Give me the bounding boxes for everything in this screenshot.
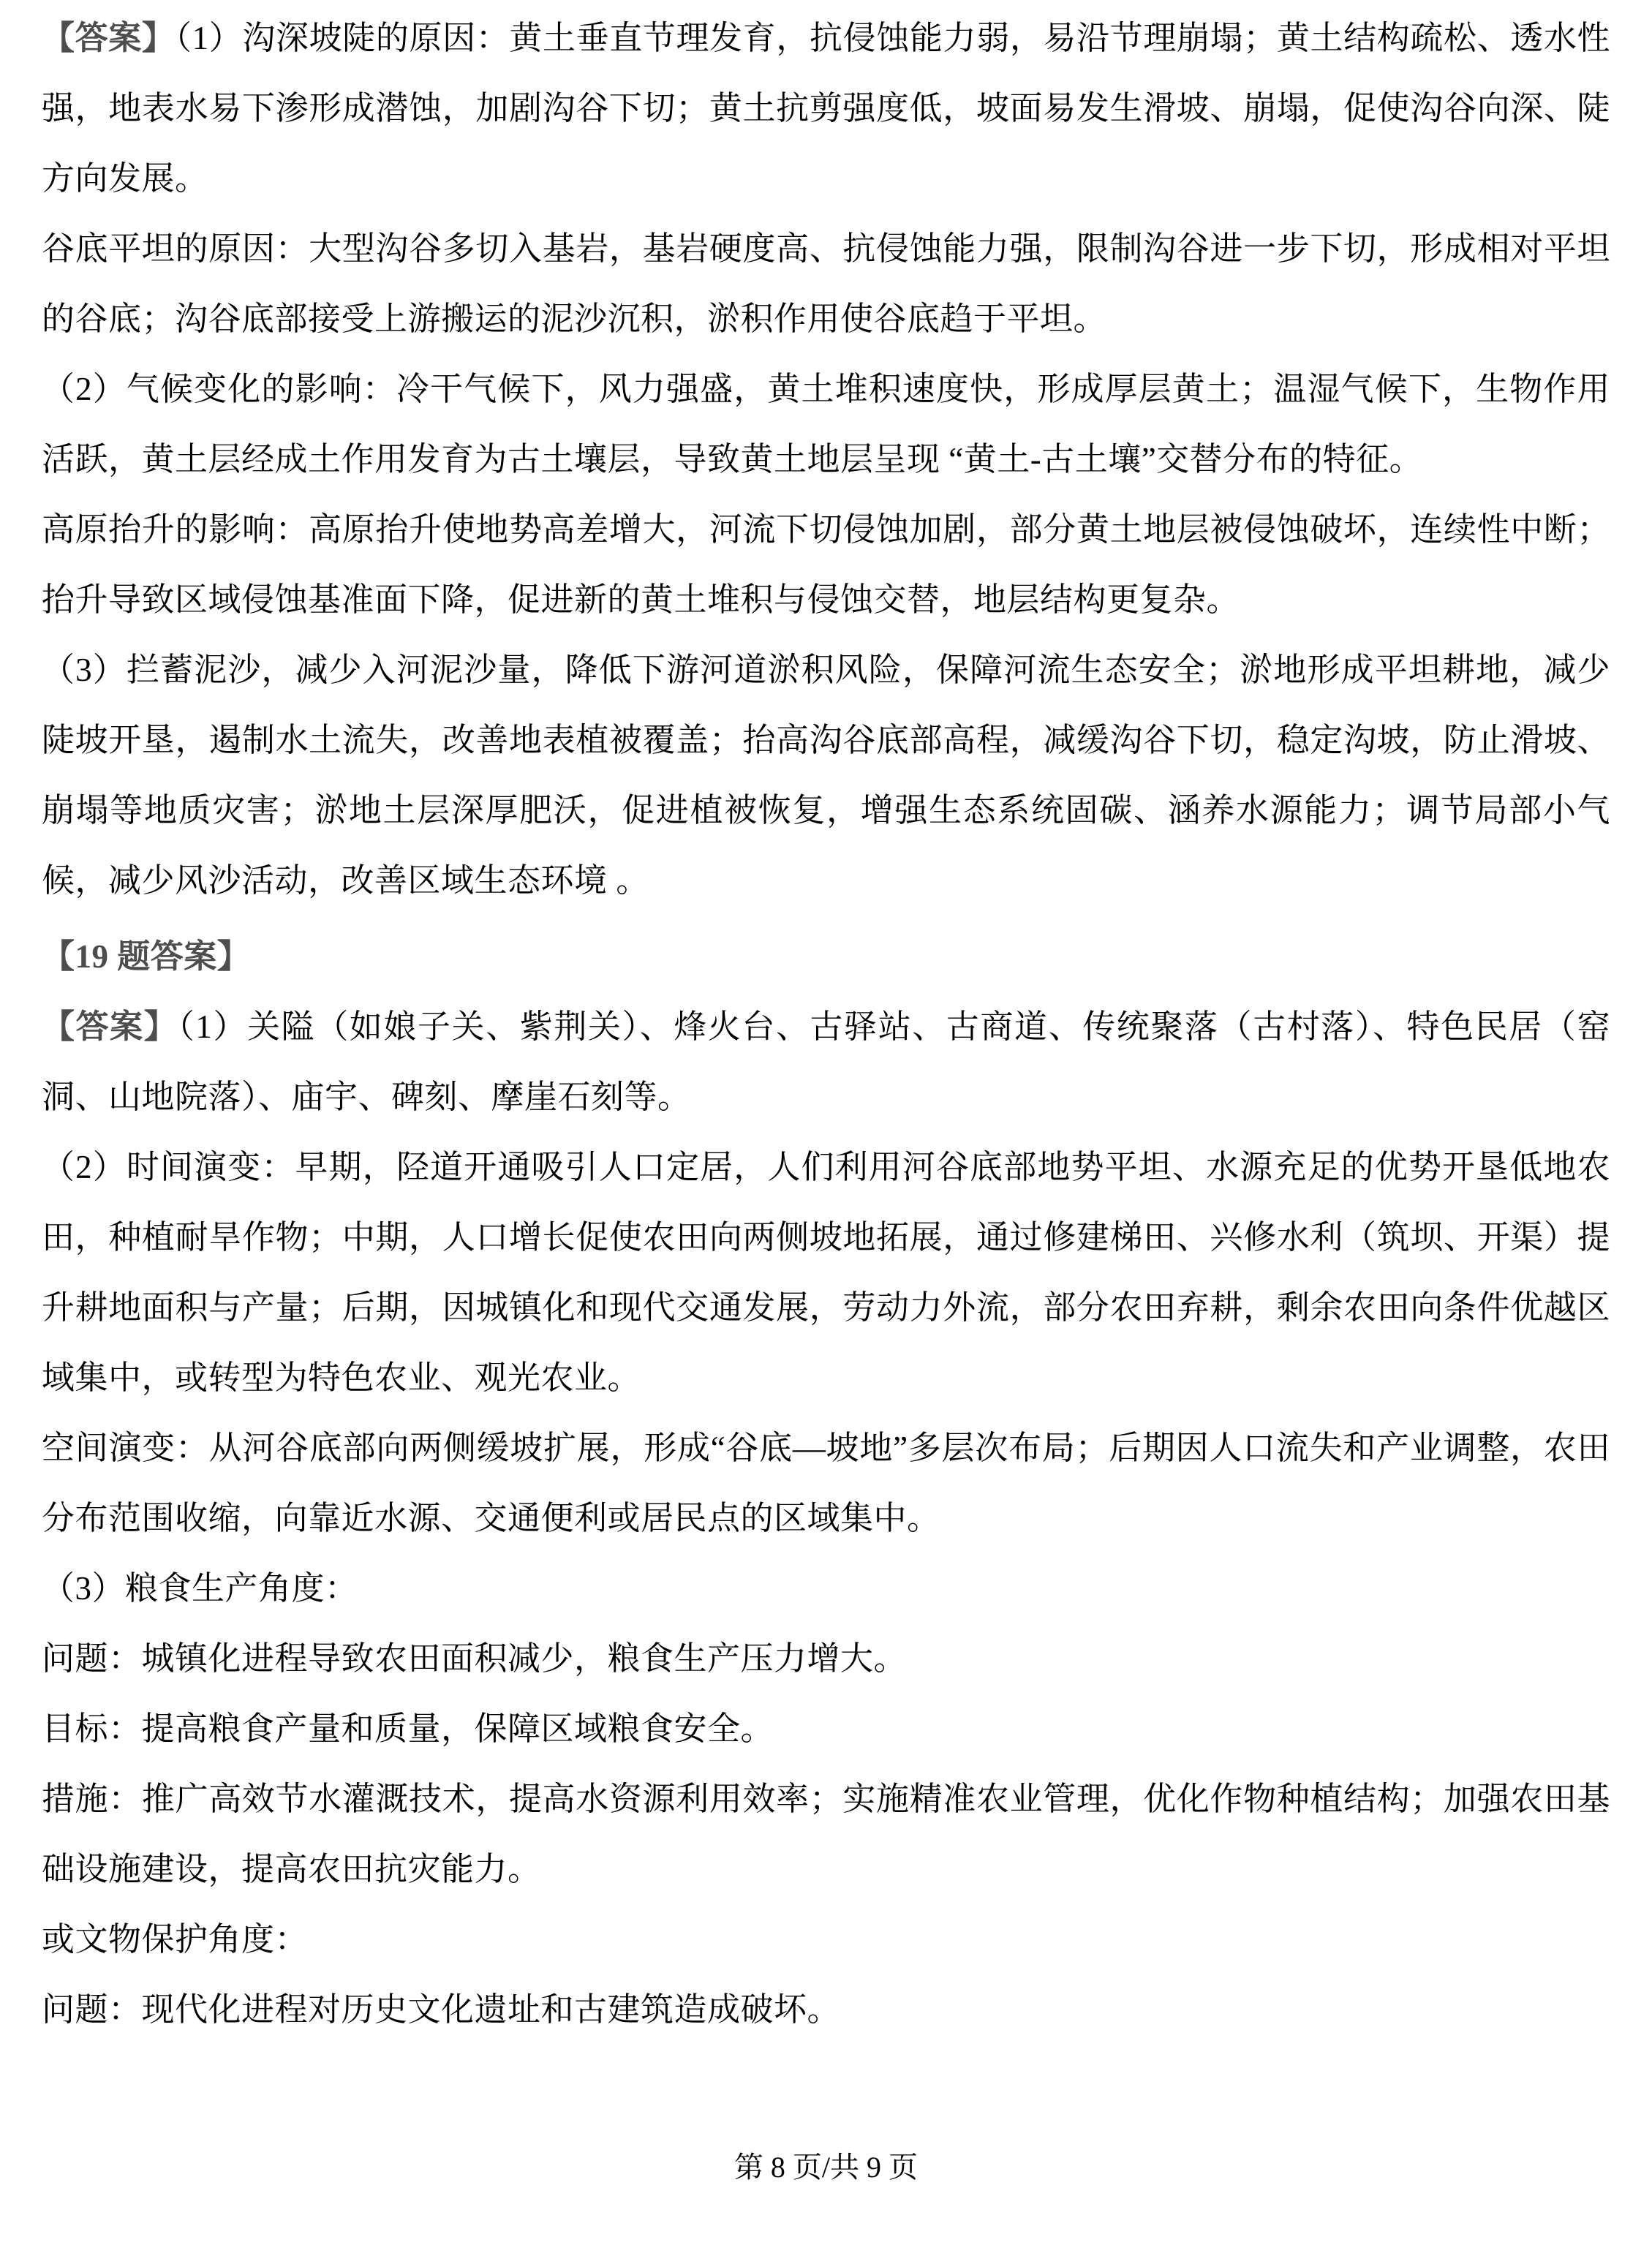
q19-answer-paragraph-6: 目标：提高粮食产量和质量，保障区域粮食安全。 <box>42 1710 774 1747</box>
page-number-footer: 第 8 页/共 9 页 <box>733 2151 919 2184</box>
q18-answer-paragraph-1 <box>42 3 1610 214</box>
q18-p1-text: （1）沟深坡陡的原因：黄土垂直节理发育，抗侵蚀能力弱，易沿节理崩塌；黄土结构疏松、透水性强，地表水易下渗形成潜蚀，加剧沟谷下切；黄土抗剪强度低，坡面易发生滑坡、崩塌，促使沟谷向深、陡方向发展。 <box>42 20 1610 197</box>
q19-answer-paragraph-2: （2）时间演变：早期，陉道开通吸引人口定居，人们利用河谷底部地势平坦、水源充足的优势开垦低地农田，种植耐旱作物；中期，人口增长促使农田向两侧坡地拓展，通过修建梯田、兴修水利（筑坝、开渠）提升耕地面积与产量；后期，因城镇化和现代交通发展，劳动力外流，部分农田弃耕，剩余农田向条件优越区域集中，或转型为特色农业、观光农业。 <box>42 1149 1610 1396</box>
q19-answer-paragraph-1 <box>42 992 1610 1132</box>
q19-p1-text: （1）关隘（如娘子关、紫荆关）、烽火台、古驿站、古商道、传统聚落（古村落）、特色民居（窑洞、山地院落）、庙宇、碑刻、摩崖石刻等。 <box>42 1008 1610 1115</box>
question-19-heading-field: 【19 题答案】 <box>42 938 251 975</box>
answer-field-label: 【答案】 <box>42 20 176 56</box>
q19-answer-paragraph-7: 措施：推广高效节水灌溉技术，提高水资源利用效率；实施精准农业管理，优化作物种植结构；加强农田基础设施建设，提高农田抗灾能力。 <box>42 1781 1610 1887</box>
q19-answer-paragraph-9: 问题：现代化进程对历史文化遗址和古建筑造成破坏。 <box>42 1991 841 2028</box>
q19-answer-heading <box>42 921 1610 992</box>
q18-answer-paragraph-2: 谷底平坦的原因：大型沟谷多切入基岩，基岩硬度高、抗侵蚀能力强，限制沟谷进一步下切，形成相对平坦的谷底；沟谷底部接受上游搬运的泥沙沉积，淤积作用使谷底趋于平坦。 <box>42 230 1610 337</box>
q18-answer-paragraph-5: （3）拦蓄泥沙，减少入河泥沙量，降低下游河道淤积风险，保障河流生态安全；淤地形成平坦耕地，减少陡坡开垦，遏制水土流失，改善地表植被覆盖；抬高沟谷底部高程，减缓沟谷下切，稳定沟坡，防止滑坡、崩塌等地质灾害；淤地土层深厚肥沃，促进植被恢复，增强生态系统固碳、涵养水源能力；调节局部小气候，减少风沙活动，改善区域生态环境 。 <box>42 652 1610 899</box>
q19-answer-paragraph-3: 空间演变：从河谷底部向两侧缓坡扩展，形成“谷底—坡地”多层次布局；后期因人口流失和产业调整，农田分布范围收缩，向靠近水源、交通便利或居民点的区域集中。 <box>42 1430 1610 1536</box>
q18-answer-paragraph-3: （2）气候变化的影响：冷干气候下，风力强盛，黄土堆积速度快，形成厚层黄土；温湿气候下，生物作用活跃，黄土层经成土作用发育为古土壤层，导致黄土地层呈现 “黄土-古土壤”交替分布的特征。 <box>42 371 1610 478</box>
q18-answer-paragraph-4: 高原抬升的影响：高原抬升使地势高差增大，河流下切侵蚀加剧，部分黄土地层被侵蚀破坏，连续性中断；抬升导致区域侵蚀基准面下降，促进新的黄土堆积与侵蚀交替，地层结构更复杂。 <box>42 511 1610 618</box>
q19-answer-paragraph-8: 或文物保护角度： <box>42 1921 309 1958</box>
q19-answer-paragraph-5: 问题：城镇化进程导致农田面积减少，粮食生产压力增大。 <box>42 1640 908 1677</box>
answer-field-label: 【答案】 <box>42 1008 178 1045</box>
q19-answer-paragraph-4: （3）粮食生产角度： <box>42 1570 358 1607</box>
